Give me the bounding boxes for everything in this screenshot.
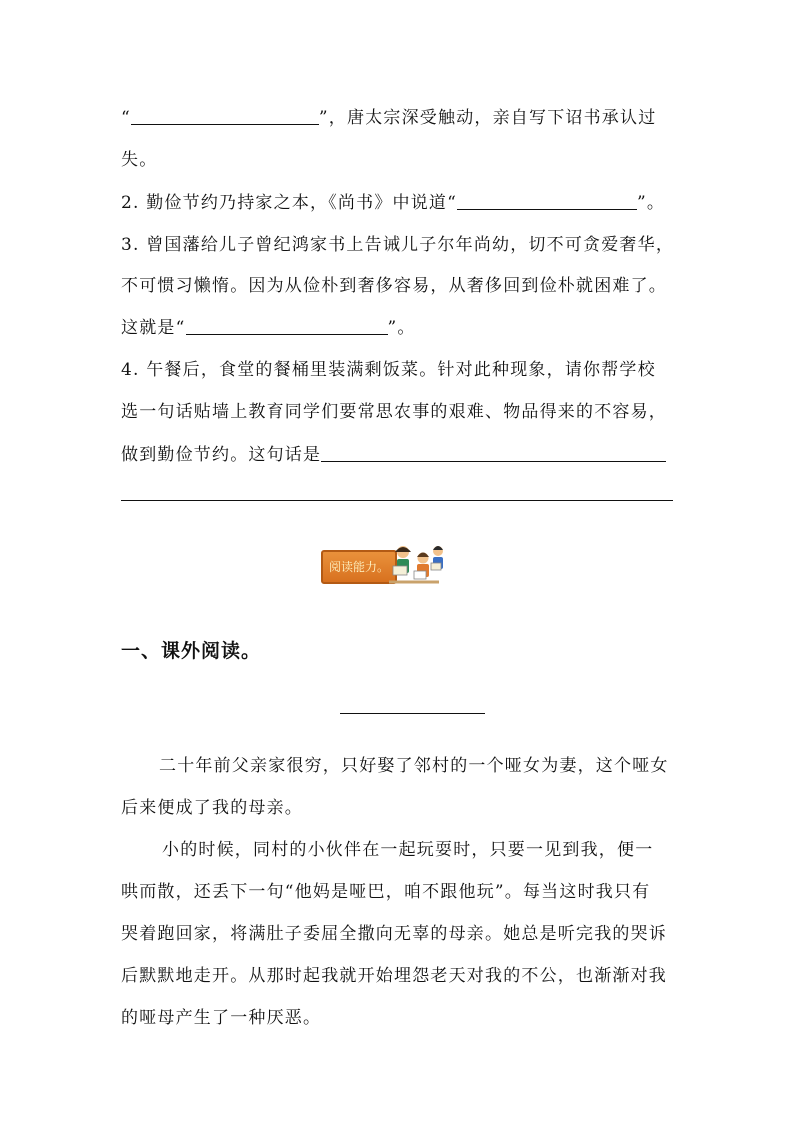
passage-p2-line-4: 后默默地走开。从那时起我就开始埋怨老天对我的不公，也渐渐对我: [121, 966, 667, 986]
q3-line3-post: ”。: [387, 318, 416, 338]
passage-p1-line-1: 二十年前父亲家很穷，只好娶了邻村的一个哑女为妻，这个哑女: [159, 756, 669, 776]
q1-open-quote: “: [121, 108, 131, 128]
passage-p2-line-2: 哄而散，还丢下一句“他妈是哑巴，咱不跟他玩”。每当这时我只有: [121, 882, 651, 902]
q2-text: 2. 勤俭节约乃持家之本，《尚书》中说道“: [121, 193, 458, 213]
passage-p2-line-3: 哭着跑回家，将满肚子委屈全撒向无辜的母亲。她总是听完我的哭诉: [121, 924, 667, 944]
section-title: 一、课外阅读。: [121, 640, 262, 662]
q4-line-1: 4. 午餐后，食堂的餐桶里装满剩饭菜。针对此种现象，请你帮学校: [121, 360, 656, 380]
passage-title-blank[interactable]: [340, 713, 485, 714]
q3-line-3: [121, 317, 416, 339]
q3-answer-blank[interactable]: [186, 318, 388, 335]
q4-line-3: [121, 444, 666, 466]
q2-line: [121, 192, 665, 214]
passage-p2-line-5: 的哑母产生了一种厌恶。: [121, 1008, 322, 1028]
passage-p2-line-1: 小的时候，同村的小伙伴在一起玩耍时，只要一见到我，便一: [162, 840, 654, 860]
q1-answer-blank[interactable]: [131, 108, 319, 125]
q1-line: [121, 107, 656, 129]
banner-label: 阅读能力。: [329, 560, 390, 574]
q3-line-1: 3. 曾国藩给儿子曾纪鸿家书上告诫儿子尔年尚幼，切不可贪爱奢华，: [121, 235, 675, 255]
q3-line3-pre: 这就是“: [121, 318, 186, 338]
children-reading-illustration-icon: [383, 542, 449, 588]
q3-line-2: 不可惯习懒惰。因为从俭朴到奢侈容易，从奢侈回到俭朴就困难了。: [121, 276, 667, 296]
q4-line-2: 选一句话贴墙上教育同学们要常思农事的艰难、物品得来的不容易，: [121, 402, 667, 422]
q1-text: ”，唐太宗深受触动，亲自写下诏书承认过: [318, 108, 657, 128]
q4-answer-blank-1[interactable]: [321, 445, 666, 462]
q4-answer-blank-2[interactable]: [121, 500, 673, 501]
q2-answer-blank[interactable]: [457, 193, 637, 210]
q4-line3-text: 做到勤俭节约。这句话是: [121, 445, 322, 465]
reading-ability-banner: [321, 542, 449, 588]
q1-continuation: 失。: [121, 150, 158, 170]
passage-p1-line-2: 后来便成了我的母亲。: [121, 798, 303, 818]
q2-close: ”。: [637, 193, 666, 213]
